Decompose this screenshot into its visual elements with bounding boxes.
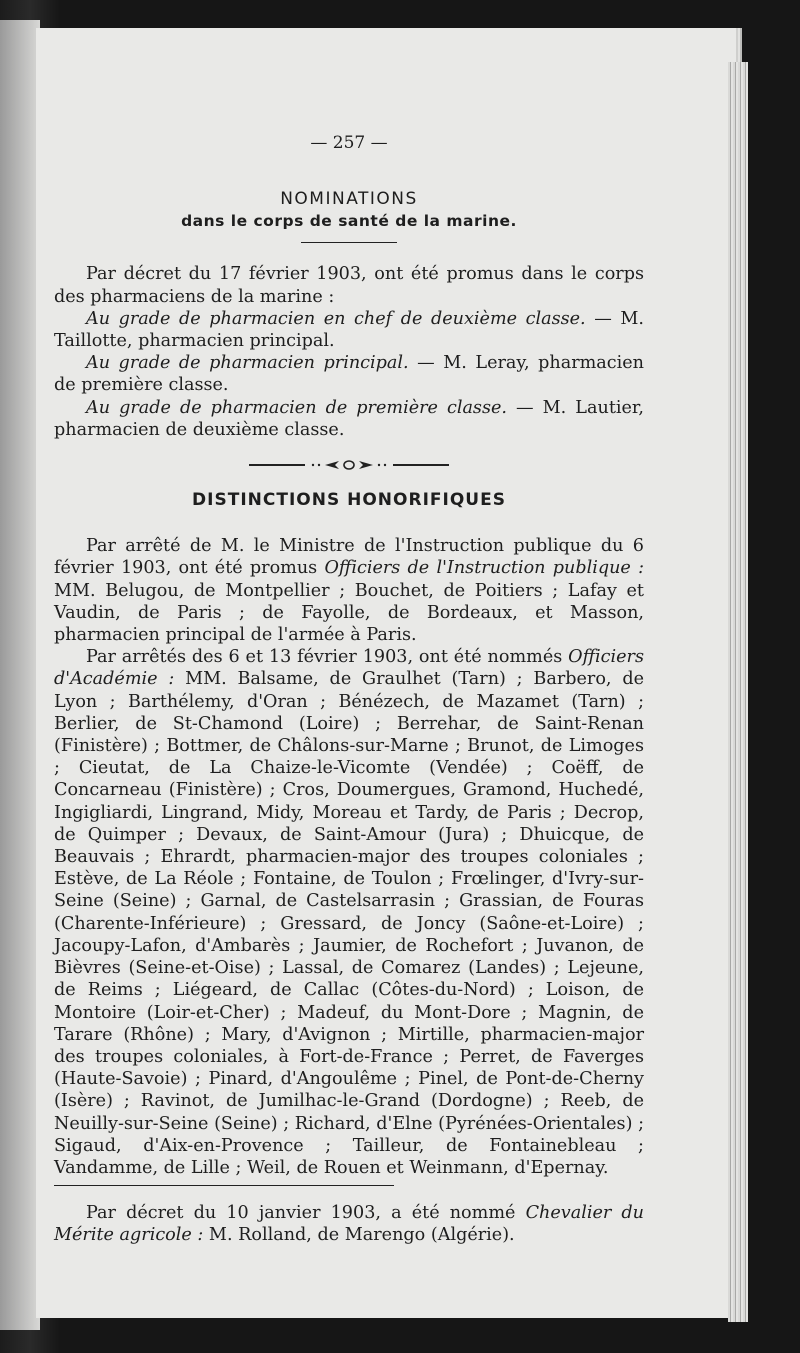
paragraph-decree: Par décret du 17 février 1903, ont été promus dans le corps des pharmaciens de la marine : xyxy=(54,264,644,307)
left-page-edge xyxy=(0,20,40,1330)
paragraph-officiers-academie: Par arrêtés des 6 et 13 février 1903, ont été nommés Officiers d'Académie : MM. Balsame, de Graulhet (Tarn) ; Barbero, de Lyon ; Barthélemy, d'Oran ; Bénézech, de Mazamet (Tarn) ; Berlier, de St-Chamond (Loire) ; Berrehar, de Saint-Renan (Finistère) ; Bottmer, de Châlons-sur-Marne ; Brunot, de Limoges ; Cieutat, de La Chaize-le-Vicomte (Vendée) ; Coëff, de Concarneau (Finistère) ; Cros, Doumergues, Gramond, Huchedé, Ingigliardi, Lingrand, Midy, Moreau et Tardy, de Paris ; Decrop, de Quimper ; Devaux, de Saint-Amour (Jura) ; Dhuicque, de Beauvais ; Ehrardt, pharmacien-major des troupes coloniales ; Estève, de La Réole ; Fontaine, de Toulon ; Frœlinger, d'Ivry-sur-Seine (Seine) ; Garnal, de Castelsarrasin ; Grassian, de Fouras (Charente-Inférieure) ; Gressard, de Joncy (Saône-et-Loire) ; Jacoupy-Lafon, d'Ambarès ; Jaumier, de Rochefort ; Juvanon, de Bièvres (Seine-et-Oise) ; Lassal, de Comarez (Landes) ; Lejeune, de Reims ; Liégeard, de Callac (Côtes-du-Nord) ; Loison, de Montoire (Loir-et-Cher) ; Madeuf, du Mont-Dore ; Magnin, de Tarare (Rhône) ; Mary, d'Avignon ; Mirtille, pharmacien-major des troupes coloniales, à Fort-de-France ; Perret, de Faverges (Haute-Savoie) ; Pinard, d'Angoulême ; Pinel, de Pont-de-Cherny (Isère) ; Ravinot, de Jumilhac-le-Grand (Dordogne) ; Reeb, de Neuilly-sur-Seine (Seine) ; Richard, d'Elne (Pyrénées-Orientales) ; Sigaud, d'Aix-en-Provence ; Tailleur, de Fontainebleau ; Vandamme, de Lille ; Weil, de Rouen et Weinmann, d'Epernay. xyxy=(54,647,644,1178)
page-stack-edge xyxy=(728,62,748,1322)
ornament-icon xyxy=(309,459,389,471)
section-title-nominations: NOMINATIONS xyxy=(280,189,418,209)
page-content xyxy=(54,133,645,1247)
section-title-distinctions: DISTINCTIONS HONORIFIQUES xyxy=(192,490,506,511)
paragraph-grade-chef: Au grade de pharmacien en chef de deuxième classe. — M. Taillotte, pharmacien principal. xyxy=(54,308,645,352)
section-divider-ornament xyxy=(54,459,644,471)
paragraph-grade-premiere: Au grade de pharmacien de première classe. — M. Lautier, pharmacien de deuxième classe. xyxy=(54,397,644,440)
page-number: — 257 — xyxy=(310,133,388,153)
paragraph-merite-agricole: Par décret du 10 janvier 1903, a été nommé Chevalier du Mérite agricole : M. Rolland, de Marengo (Algérie). xyxy=(54,1203,644,1246)
paragraph-grade-principal: Au grade de pharmacien principal. — M. Leray, pharmacien de première classe. xyxy=(54,353,645,396)
paragraph-instruction-publique: Par arrêté de M. le Ministre de l'Instruction publique du 6 février 1903, ont été promus Officiers de l'Instruction publique : MM. Belugou, de Montpellier ; Bouchet, de Poitiers ; Lafay et Vaudin, de Paris ; de Fayolle, de Bordeaux, et Masson, pharmacien principal de l'armée à Paris. xyxy=(54,536,645,646)
section-subtitle: dans le corps de santé de la marine. xyxy=(181,212,517,231)
